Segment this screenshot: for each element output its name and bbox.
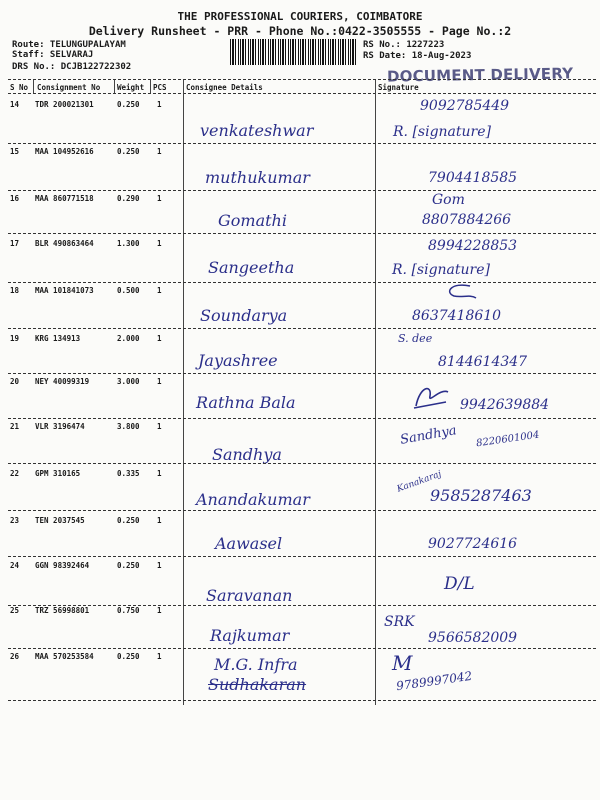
rs-number: RS No.: 1227223 (363, 40, 445, 50)
consignee-name: venkateshwar (200, 121, 314, 140)
col-divider (150, 80, 151, 93)
consignee-name: Gomathi (218, 211, 287, 230)
consignee-name-struck: Sudhakaran (208, 675, 307, 694)
header-bottom-rule (8, 93, 596, 94)
row-consignment: GGN 98392464 (35, 561, 90, 570)
row-separator (8, 328, 596, 329)
receiver-phone: 9942639884 (460, 397, 550, 413)
row-separator (8, 282, 596, 283)
row-separator (8, 143, 596, 144)
row-separator (8, 463, 596, 464)
document-delivery-stamp: DOCUMENT DELIVERY (386, 64, 574, 86)
row-separator (8, 556, 596, 557)
row-consignment: TDR 200021301 (35, 100, 94, 109)
header-top-rule (8, 79, 596, 80)
receiver-signature: D/L (444, 574, 475, 594)
receiver-phone: 8144614347 (438, 354, 528, 370)
row-pcs: 1 (157, 147, 162, 156)
receiver-signature: R. [signature] (392, 262, 490, 278)
row-sno: 16 (10, 194, 20, 203)
row-pcs: 1 (157, 100, 162, 109)
receiver-phone: 9566582009 (428, 630, 518, 646)
barcode-image (230, 39, 356, 65)
row-sno: 17 (10, 239, 20, 248)
route-label: Route: TELUNGUPALAYAM (12, 40, 126, 50)
row-sno: 23 (10, 516, 20, 525)
consignee-name: Anandakumar (196, 490, 310, 509)
col-divider (33, 80, 34, 93)
consignee-name: muthukumar (205, 168, 310, 187)
receiver-phone: 9092785449 (420, 98, 510, 114)
row-weight: 0.335 (117, 469, 140, 478)
col-consignment: Consignment No (37, 83, 101, 92)
company-title: THE PROFESSIONAL COURIERS, COIMBATORE (177, 10, 423, 23)
consignee-divider (183, 93, 184, 705)
consignee-name: Sangeetha (208, 258, 295, 277)
row-pcs: 1 (157, 516, 162, 525)
row-sno: 15 (10, 147, 20, 156)
row-pcs: 1 (157, 652, 162, 661)
rs-date: RS Date: 18-Aug-2023 (363, 51, 472, 61)
signature-scribble (440, 282, 480, 304)
row-consignment: MAA 101841073 (35, 286, 94, 295)
row-pcs: 1 (157, 606, 162, 615)
receiver-phone: 8637418610 (412, 308, 502, 324)
row-consignment: MAA 104952616 (35, 147, 94, 156)
row-pcs: 1 (157, 422, 162, 431)
receiver-phone: 9789997042 (395, 668, 473, 694)
consignee-name: Aawasel (215, 534, 283, 553)
signature-divider (375, 93, 376, 705)
row-weight: 0.250 (117, 516, 140, 525)
row-separator (8, 233, 596, 234)
row-separator (8, 648, 596, 649)
receiver-phone: 8220601004 (475, 429, 541, 450)
consignee-name: Saravanan (206, 586, 293, 605)
row-weight: 0.250 (117, 100, 140, 109)
receiver-signature: S. dee (398, 332, 433, 345)
col-sno: S No (10, 83, 29, 92)
row-separator (8, 190, 596, 191)
row-consignment: MAA 860771518 (35, 194, 94, 203)
row-sno: 22 (10, 469, 20, 478)
consignee-name: Rajkumar (210, 626, 290, 645)
drs-label: DRS No.: DCJB122722302 (12, 62, 132, 72)
row-pcs: 1 (157, 286, 162, 295)
row-sno: 18 (10, 286, 20, 295)
receiver-signature: SRK (384, 614, 415, 630)
row-pcs: 1 (157, 194, 162, 203)
receiver-phone: 8994228853 (428, 238, 518, 254)
consignee-name: Sandhya (212, 445, 282, 464)
row-weight: 0.290 (117, 194, 140, 203)
receiver-signature: Sandhya (399, 423, 458, 448)
row-sno: 20 (10, 377, 20, 386)
col-signature: Signature (378, 83, 419, 92)
receiver-phone: 7904418585 (428, 170, 518, 186)
receiver-phone: 8807884266 (422, 212, 512, 228)
row-separator (8, 418, 596, 419)
row-sno: 19 (10, 334, 20, 343)
row-consignment: NEY 40099319 (35, 377, 90, 386)
consignee-name: Jayashree (198, 351, 278, 370)
row-separator (8, 700, 596, 701)
row-sno: 14 (10, 100, 20, 109)
receiver-phone: 9027724616 (428, 536, 518, 552)
row-weight: 3.000 (117, 377, 140, 386)
row-sno: 25 (10, 606, 20, 615)
col-consignee: Consignee Details (186, 83, 263, 92)
row-separator (8, 605, 596, 606)
row-consignment: VLR 3196474 (35, 422, 85, 431)
signature-scribble (410, 382, 452, 412)
row-sno: 21 (10, 422, 20, 431)
row-weight: 0.250 (117, 561, 140, 570)
consignee-name: Soundarya (200, 306, 288, 325)
row-pcs: 1 (157, 377, 162, 386)
row-weight: 0.250 (117, 652, 140, 661)
receiver-signature: Kanakaraj (395, 469, 443, 495)
consignee-name: Rathna Bala (196, 393, 296, 412)
row-consignment: MAA 570253584 (35, 652, 94, 661)
row-weight: 2.000 (117, 334, 140, 343)
receiver-phone: 9585287463 (430, 486, 532, 505)
row-pcs: 1 (157, 239, 162, 248)
staff-label: Staff: SELVARAJ (12, 50, 94, 60)
row-consignment: GPM 310165 (35, 469, 81, 478)
row-pcs: 1 (157, 469, 162, 478)
col-divider (375, 80, 376, 93)
col-pcs: PCS (153, 83, 167, 92)
row-weight: 3.800 (117, 422, 140, 431)
row-separator (8, 373, 596, 374)
row-consignment: KRG 134913 (35, 334, 81, 343)
col-divider (183, 80, 184, 93)
row-weight: 1.300 (117, 239, 140, 248)
row-separator (8, 510, 596, 511)
receiver-signature: R. [signature] (393, 124, 491, 140)
row-consignment: TEN 2037545 (35, 516, 85, 525)
row-weight: 0.500 (117, 286, 140, 295)
row-sno: 24 (10, 561, 20, 570)
consignee-name: M.G. Infra (214, 655, 298, 674)
row-weight: 0.250 (117, 147, 140, 156)
row-sno: 26 (10, 652, 20, 661)
row-consignment: TRZ 56998801 (35, 606, 90, 615)
runsheet-title: Delivery Runsheet - PRR - Phone No.:0422-3505555 - Page No.:2 (88, 24, 512, 38)
row-consignment: BLR 490863464 (35, 239, 94, 248)
row-pcs: 1 (157, 561, 162, 570)
receiver-signature: M (392, 651, 413, 675)
receiver-signature: Gom (432, 192, 465, 208)
col-divider (114, 80, 115, 93)
col-weight: Weight (117, 83, 145, 92)
row-weight: 0.750 (117, 606, 140, 615)
row-pcs: 1 (157, 334, 162, 343)
